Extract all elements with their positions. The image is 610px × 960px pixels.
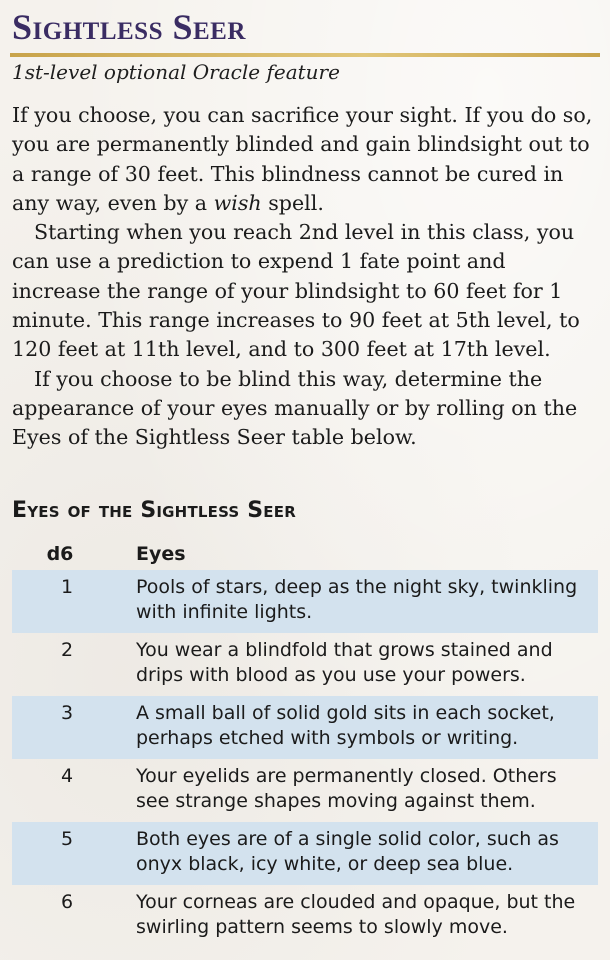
header-eyes: Eyes <box>136 543 186 565</box>
row-roll: 1 <box>60 576 74 598</box>
feature-subtitle: 1st-level optional Oracle feature <box>12 60 340 84</box>
table-title: Eyes of the Sightless Seer <box>12 498 296 523</box>
row-eyes: A small ball of solid gold sits in each socket, perhaps etched with symbols or writing. <box>136 702 555 749</box>
table-row <box>12 696 598 759</box>
paragraph-1-text: If you choose, you can sacrifice your sight. If you do so, you are permanently blinded and gain blindsight out to a range of 30 feet. This blindness cannot be cured in any way, even by a <box>12 103 593 215</box>
table-row <box>12 759 598 822</box>
title-rule <box>10 53 600 57</box>
paragraph-1 <box>12 101 596 218</box>
eyes-table <box>12 538 598 948</box>
table-row <box>12 822 598 885</box>
table-row <box>12 885 598 948</box>
row-roll: 2 <box>60 639 74 661</box>
table-header-row <box>12 538 598 570</box>
row-roll: 6 <box>60 891 74 913</box>
row-roll: 3 <box>60 702 74 724</box>
row-roll: 4 <box>60 765 74 787</box>
row-eyes: Both eyes are of a single solid color, such as onyx black, icy white, or deep sea blue. <box>136 828 559 875</box>
paragraph-1-emphasis: wish <box>213 190 262 215</box>
row-eyes: Pools of stars, deep as the night sky, twinkling with infinite lights. <box>136 576 578 623</box>
feature-description <box>12 101 596 453</box>
paragraph-2: Starting when you reach 2nd level in this class, you can use a prediction to expend 1 fate point and increase the range of your blindsight to 60 feet for 1 minute. This range increases to 90 feet at 5th level, to 120 feet at 11th level, and to 300 feet at 17th level. <box>12 220 580 362</box>
row-eyes: You wear a blindfold that grows stained and drips with blood as you use your powers. <box>136 639 553 686</box>
page-title: Sightless Seer <box>12 7 246 47</box>
paragraph-1-end: spell. <box>261 190 324 215</box>
table-row <box>12 633 598 696</box>
header-d6: d6 <box>46 543 74 565</box>
table-row <box>12 570 598 633</box>
row-roll: 5 <box>60 828 74 850</box>
paragraph-3: If you choose to be blind this way, determine the appearance of your eyes manually or by rolling on the Eyes of the Sightless Seer table below. <box>12 366 578 450</box>
row-eyes: Your eyelids are permanently closed. Others see strange shapes moving against them. <box>136 765 557 812</box>
row-eyes: Your corneas are clouded and opaque, but the swirling pattern seems to slowly move. <box>136 891 576 938</box>
